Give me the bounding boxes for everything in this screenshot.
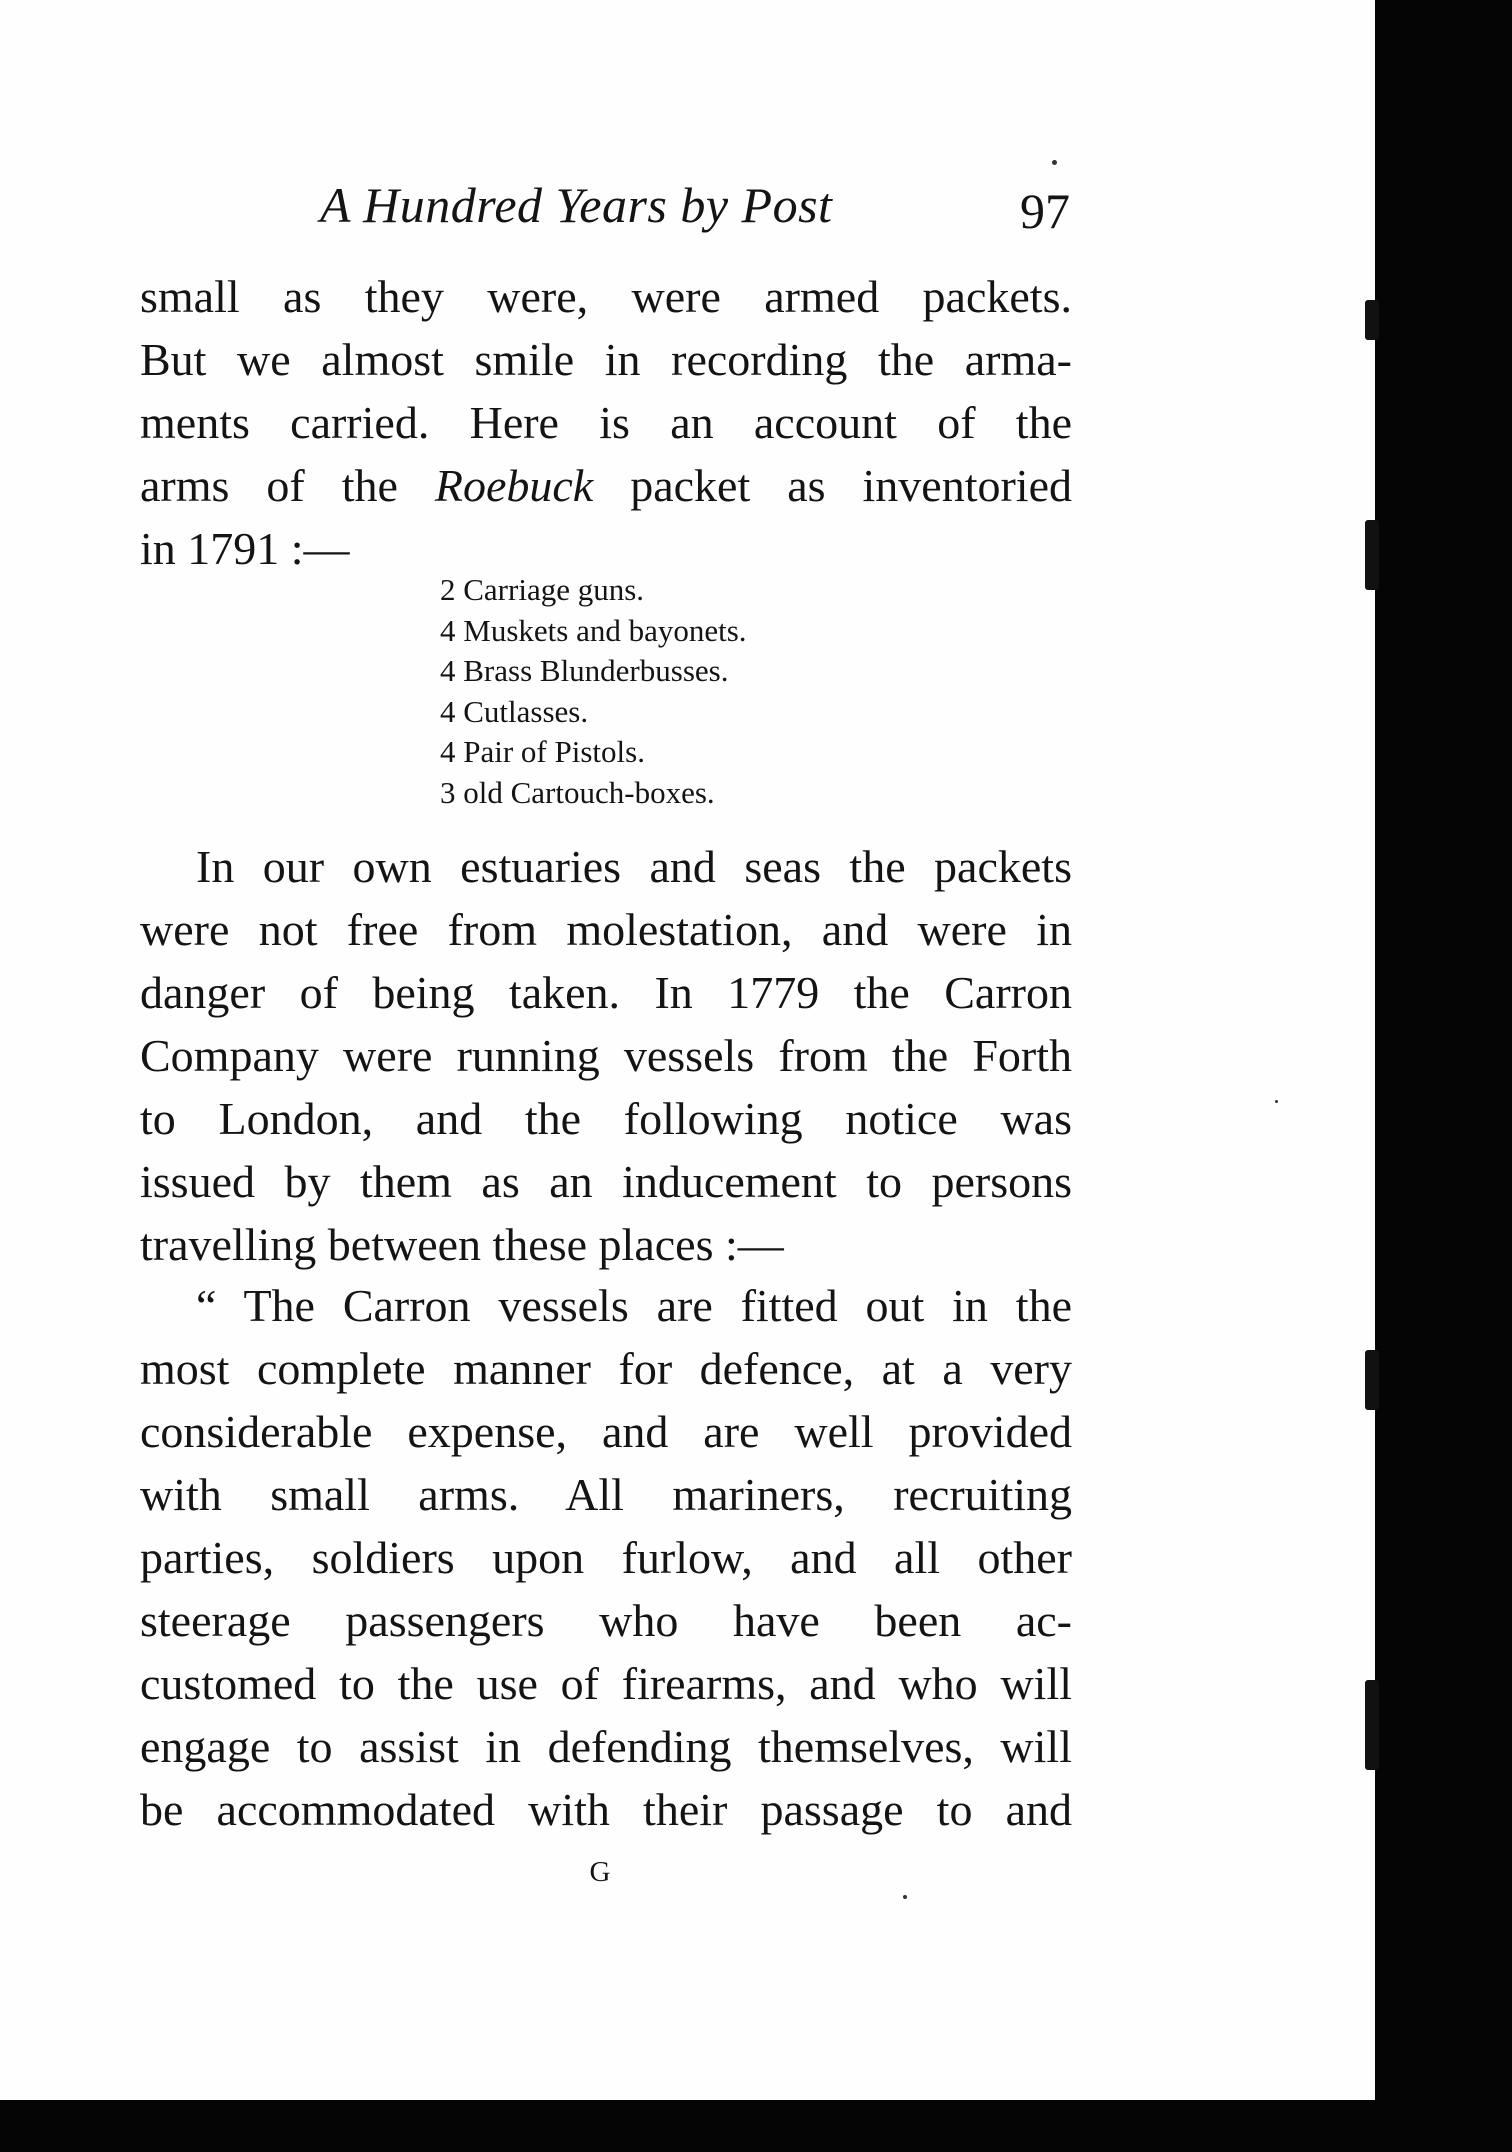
scan-speck: [1052, 160, 1057, 165]
paragraph-2-line: to London, and the following notice was: [140, 1093, 1072, 1144]
paragraph-3-line: “ The Carron vessels are fitted out in the: [196, 1280, 1072, 1331]
paragraph-3-line: be accommodated with their passage to and: [140, 1784, 1072, 1835]
paragraph-3-line: customed to the use of firearms, and who will: [140, 1658, 1072, 1709]
scan-border-right: [1375, 0, 1512, 2152]
scan-speck: [1275, 1100, 1278, 1103]
inventory-item: 4 Pair of Pistols.: [440, 734, 645, 769]
paragraph-3-line: parties, soldiers upon furlow, and all other: [140, 1532, 1072, 1583]
paragraph-3-line: with small arms. All mariners, recruiting: [140, 1469, 1072, 1520]
inventory-item: 4 Brass Blunderbusses.: [440, 653, 729, 688]
page-edge-fray: [1365, 1350, 1379, 1410]
paragraph-3-line: engage to assist in defending themselves, will: [140, 1721, 1072, 1772]
paragraph-2-line: were not free from molestation, and were in: [140, 904, 1072, 955]
signature-mark: G: [589, 1856, 611, 1888]
paragraph-3-line: steerage passengers who have been ac-: [140, 1595, 1072, 1646]
running-title: A Hundred Years by Post: [320, 177, 833, 233]
inventory-item: 4 Cutlasses.: [440, 693, 589, 729]
paragraph-1-line: in 1791 :—: [140, 523, 350, 574]
paragraph-1-line: But we almost smile in recording the arma-: [140, 334, 1072, 385]
paragraph-1-line-with-italic: arms of the Roebuck packet as inventoried: [140, 460, 1073, 511]
inventory-item: 3 old Cartouch-boxes.: [440, 774, 715, 810]
paragraph-1-line: small as they were, were armed packets.: [140, 271, 1072, 322]
page-number: 97: [1020, 183, 1070, 239]
inventory-item: 4 Muskets and bayonets.: [440, 612, 747, 648]
paragraph-3: [140, 1274, 1072, 1841]
ship-name: Roebuck: [434, 460, 594, 511]
paragraph-2-line: danger of being taken. In 1779 the Carron: [140, 967, 1072, 1018]
paragraph-2-line: In our own estuaries and seas the packets: [196, 841, 1072, 892]
paragraph-2: [140, 835, 1072, 1276]
scan-border-bottom: [0, 2100, 1512, 2152]
paragraph-1: [140, 265, 1072, 580]
running-head: [320, 170, 1070, 240]
page-edge-fray: [1365, 1680, 1379, 1770]
page-edge-fray: [1365, 300, 1379, 340]
paragraph-1-line: ments carried. Here is an account of the: [140, 397, 1072, 448]
paragraph-3-line: most complete manner for defence, at a very: [140, 1343, 1072, 1394]
inventory-list: [440, 570, 747, 813]
paragraph-2-line: travelling between these places :—: [140, 1219, 784, 1270]
paragraph-3-line: considerable expense, and are well provided: [140, 1406, 1072, 1457]
inventory-item: 2 Carriage guns.: [440, 572, 645, 607]
paragraph-2-line: Company were running vessels from the Forth: [140, 1030, 1072, 1081]
paragraph-2-line: issued by them as an inducement to persons: [140, 1156, 1072, 1207]
scan-speck: [903, 1895, 907, 1899]
page-edge-fray: [1365, 520, 1379, 590]
